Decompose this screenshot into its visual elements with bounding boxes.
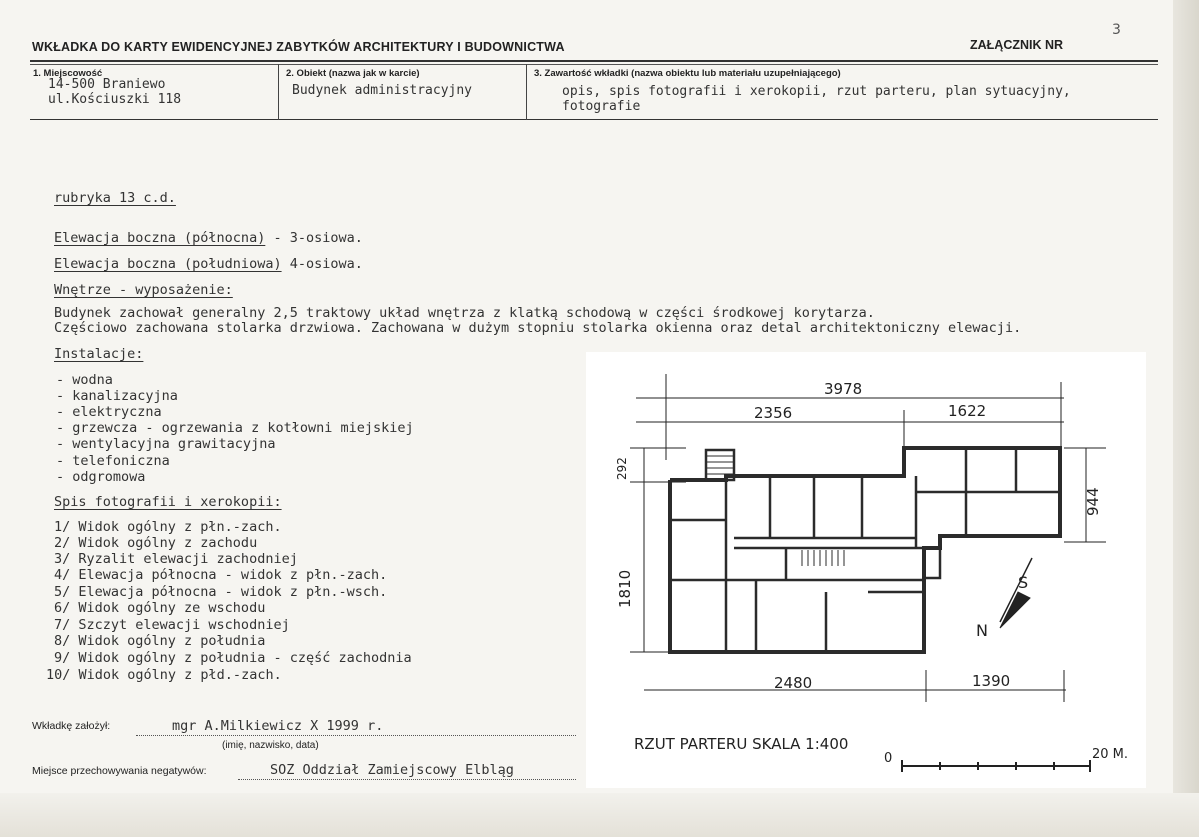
object-value: Budynek administracyjny [292,83,473,98]
installation-item: - wodna [56,372,113,388]
photo-list-item: 6/ Widok ogólny ze wschodu [54,600,266,616]
dim-bottom-right: 1390 [972,672,1011,690]
scale-start: 0 [884,751,893,766]
scale-bar [902,760,1090,772]
page-number: 3 [1112,22,1121,38]
scale-end: 20 M. [1092,747,1129,762]
content-value-line2: fotografie [562,99,641,114]
photos-heading: Spis fotografii i xerokopii: [54,494,282,510]
form-title: WKŁADKA DO KARTY EWIDENCYJNEJ ZABYTKÓW ARCHITEKTURY I BUDOWNICTWA [32,40,565,54]
elevation-north-text: - 3-osiowa. [265,230,363,246]
fields-rule [30,119,1158,120]
photo-list-item: 8/ Widok ogólny z południa [54,633,266,649]
scan-edge-bottom [0,793,1199,837]
photo-list-item: 9/ Widok ogólny z południa - część zachodnia [54,650,412,666]
elevation-south-text: 4-osiowa. [281,256,363,272]
photo-list-item: 7/ Szczyt elewacji wschodniej [54,617,290,633]
author-value: mgr A.Milkiewicz X 1999 r. [172,718,384,734]
field-divider-1 [278,64,279,120]
locality-value-line2: ul.Kościuszki 118 [48,92,182,107]
dim-bottom-left: 2480 [774,674,813,692]
content-label: 3. Zawartość wkładki (nazwa obiektu lub materiału uzupełniającego) [534,68,841,79]
installation-item: - telefoniczna [56,453,170,469]
installation-item: - elektryczna [56,404,162,420]
installations-heading: Instalacje: [54,346,144,362]
building-outline [670,448,1060,652]
field-divider-2 [526,64,527,120]
interior-line-1: Budynek zachował generalny 2,5 traktowy układ wnętrza z klatką schodową w części środkowej korytarza. [54,305,875,321]
elevation-south [54,256,363,272]
elevation-north-label: Elewacja boczna (północna) [54,230,266,246]
annex-label: ZAŁĄCZNIK NR [970,38,1064,52]
side-porch [924,548,940,578]
installation-item: - kanalizacyjna [56,388,178,404]
elevation-north [54,230,363,246]
elevation-south-label: Elewacja boczna (południowa) [54,256,282,272]
content-value-line1: opis, spis fotografii i xerokopii, rzut parteru, plan sytuacyjny, [562,84,1071,99]
plan-caption: RZUT PARTERU SKALA 1:400 [634,735,849,753]
dim-total: 3978 [824,380,863,398]
photo-list-item: 10/ Widok ogólny z płd.-zach. [46,667,282,683]
dim-height-right: 944 [1084,487,1102,516]
floor-plan-image [586,352,1146,788]
photo-list-item: 1/ Widok ogólny z płn.-zach. [54,519,282,535]
floor-plan-drawing [586,352,1146,788]
rubric-heading: rubryka 13 c.d. [54,190,176,206]
installation-item: - grzewcza - ogrzewania z kotłowni miejskiej [56,420,414,436]
photo-list-item: 5/ Elewacja północna - widok z płn.-wsch. [54,584,388,600]
south-label: S [1018,573,1029,592]
north-arrow [1000,558,1032,628]
locality-value-line1: 14-500 Braniewo [48,77,166,92]
author-dotted-line [136,735,576,736]
author-hint: (imię, nazwisko, data) [222,740,319,751]
author-label: Wkładkę założył: [32,720,111,732]
north-label: N [976,621,988,640]
locality-label: 1. Miejscowość [33,68,103,79]
dim-left: 2356 [754,404,793,422]
interior-heading: Wnętrze - wyposażenie: [54,282,233,298]
object-label: 2. Obiekt (nazwa jak w karcie) [286,68,420,79]
dim-small-left: 292 [615,457,629,480]
installation-item: - odgromowa [56,469,146,485]
photo-list-item: 2/ Widok ogólny z zachodu [54,535,258,551]
storage-dotted-line [238,779,576,780]
photo-list-item: 3/ Ryzalit elewacji zachodniej [54,551,298,567]
interior-line-2: Częściowo zachowana stolarka drzwiowa. Zachowana w dużym stopniu stolarka okienna oraz detal architektoniczny elewacji. [54,320,1022,336]
storage-label: Miejsce przechowywania negatywów: [32,765,207,777]
storage-value: SOZ Oddział Zamiejscowy Elbląg [270,762,514,778]
photo-list-item: 4/ Elewacja północna - widok z płn.-zach. [54,567,388,583]
scan-edge-right [1173,0,1199,837]
installation-item: - wentylacyjna grawitacyjna [56,436,276,452]
header-rule-thin [30,64,1158,65]
dim-height-left: 1810 [616,569,634,608]
header-rule [30,60,1158,62]
dim-right: 1622 [948,402,987,420]
